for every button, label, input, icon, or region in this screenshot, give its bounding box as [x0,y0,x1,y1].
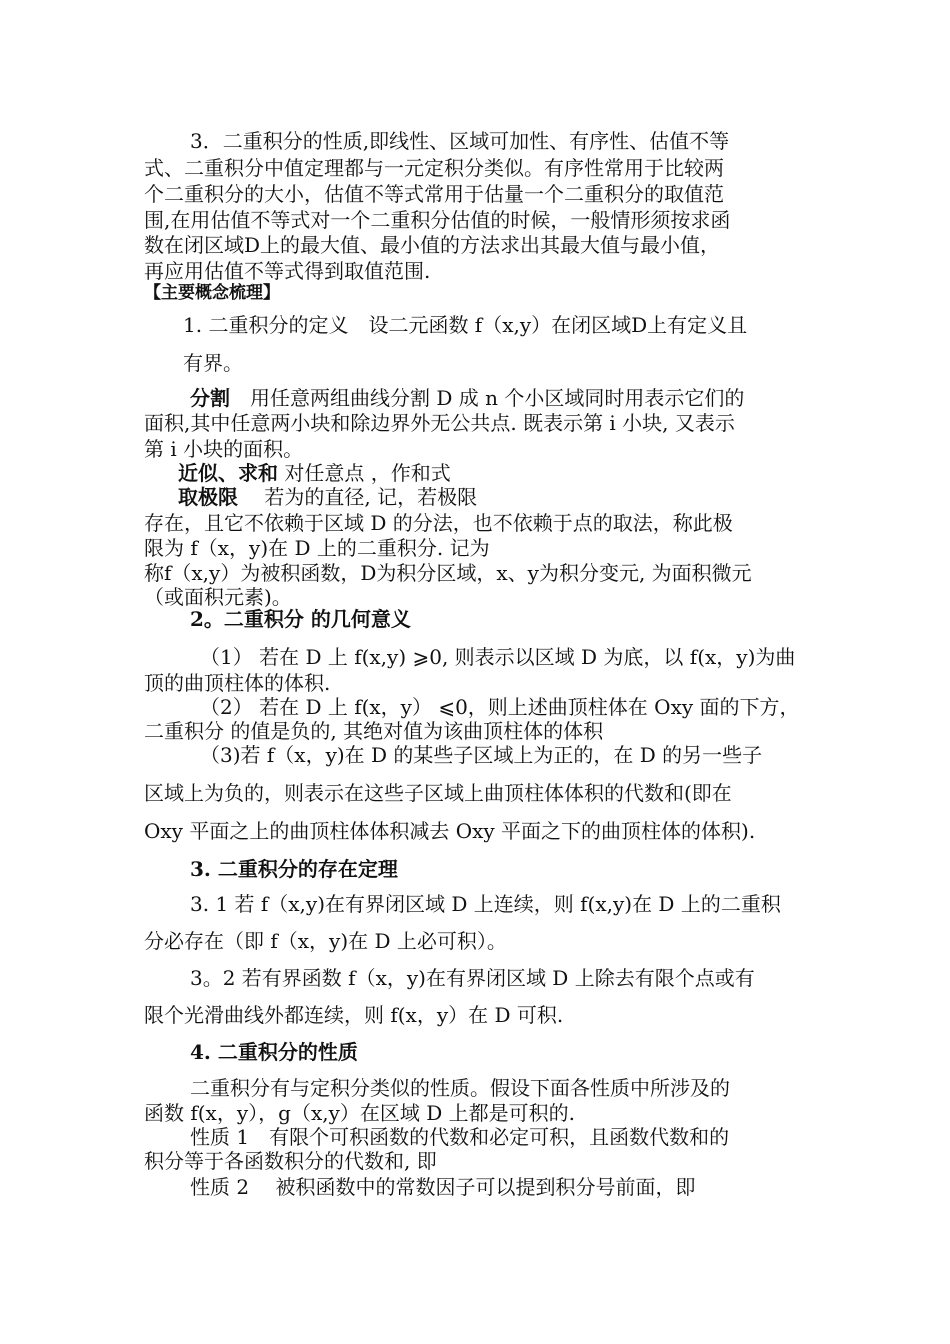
approx-text: 对任意点 ，作和式 [278,461,451,485]
limit-label: 取极限 [178,485,238,509]
approx-line [178,460,451,486]
limit-line-1 [178,484,477,510]
property-1-line-1: 性质 1 有限个可积函数的代数和必定可积，且函数代数和的 [190,1125,730,1149]
geo-p2-line-2: 二重积分 的值是负的, 其绝对值为该曲顶柱体的体积 [144,719,604,743]
definition-line-2: 有界。 [183,351,243,375]
property-1-line-2: 积分等于各函数积分的代数和, 即 [144,1149,437,1173]
geo-p3-line-3: Oxy 平面之上的曲顶柱体体积减去 Oxy 平面之下的曲顶柱体的体积). [144,819,756,843]
section-heading: 【主要概念梳理】 [144,283,280,303]
limit-line-5: （或面积元素)。 [144,585,292,609]
geo-p2-line-1: （2） 若在 D 上 f(x，y） ⩽0，则上述曲顶柱体在 Oxy 面的下方， [200,695,800,719]
existence-t2-line-1: 3。2 若有界函数 f（x，y)在有界闭区域 D 上除去有限个点或有 [190,966,755,990]
geometric-heading: 2。二重积分 的几何意义 [190,607,411,631]
geo-p3-line-1: （3)若 f（x，y)在 D 的某些子区域上为正的，在 D 的另一些子 [200,743,763,767]
existence-t1-line-1: 3. 1 若 f（x,y)在有界闭区域 D 上连续，则 f(x,y)在 D 上的二重积 [190,892,781,916]
intro-line-3: 个二重积分的大小，估值不等式常用于估量一个二重积分的取值范 [144,182,724,206]
limit-line-2: 存在，且它不依赖于区域 D 的分法，也不依赖于点的取法，称此极 [144,511,733,535]
properties-heading: 4. 二重积分的性质 [190,1040,358,1064]
intro-line-2: 式、二重积分中值定理都与一元定积分类似。有序性常用于比较两 [144,156,724,180]
existence-t2-line-2: 限个光滑曲线外都连续，则 f(x，y）在 D 可积. [144,1003,564,1027]
partition-label: 分割 [190,386,230,410]
intro-line-6: 再应用估值不等式得到取值范围. [144,259,431,283]
property-2-line-1: 性质 2 被积函数中的常数因子可以提到积分号前面，即 [190,1175,696,1199]
limit-line-3: 限为 f（x，y)在 D 上的二重积分. 记为 [144,536,490,560]
existence-t1-line-2: 分必存在（即 f（x，y)在 D 上必可积）。 [144,929,507,953]
existence-heading: 3. 二重积分的存在定理 [190,857,398,881]
intro-line-1: 3．二重积分的性质,即线性、区域可加性、有序性、估值不等 [190,129,730,153]
intro-line-4: 围,在用估值不等式对一个二重积分估值的时候，一般情形须按求函 [144,208,731,232]
partition-line-2: 面积,其中任意两小块和除边界外无公共点. 既表示第 i 小块, 又表示 [144,411,735,435]
properties-intro-line-1: 二重积分有与定积分类似的性质。假设下面各性质中所涉及的 [190,1076,730,1100]
partition-line-1 [190,385,744,411]
properties-intro-line-2: 函数 f(x，y），g（x,y）在区域 D 上都是可积的. [144,1101,575,1125]
limit-line-4: 称f（x,y）为被积函数，D为积分区域，x、y为积分变元, 为面积微元 [144,561,752,585]
limit-text: 若为的直径, 记，若极限 [238,485,478,509]
partition-line-3: 第 i 小块的面积。 [144,437,304,461]
geo-p1-line-2: 顶的曲顶柱体的体积. [144,671,331,695]
intro-line-5: 数在闭区域D上的最大值、最小值的方法求出其最大值与最小值， [144,233,721,257]
approx-label: 近似、求和 [178,461,278,485]
geo-p1-line-1: （1） 若在 D 上 f(x,y) ⩾0, 则表示以区域 D 为底，以 f(x，y)为曲 [200,645,796,669]
definition-line-1: 1. 二重积分的定义 设二元函数 f（x,y）在闭区域D上有定义且 [183,313,748,337]
partition-text: 用任意两组曲线分割 D 成 n 个小区域同时用表示它们的 [230,386,745,410]
geo-p3-line-2: 区域上为负的，则表示在这些子区域上曲顶柱体体积的代数和(即在 [144,781,732,805]
